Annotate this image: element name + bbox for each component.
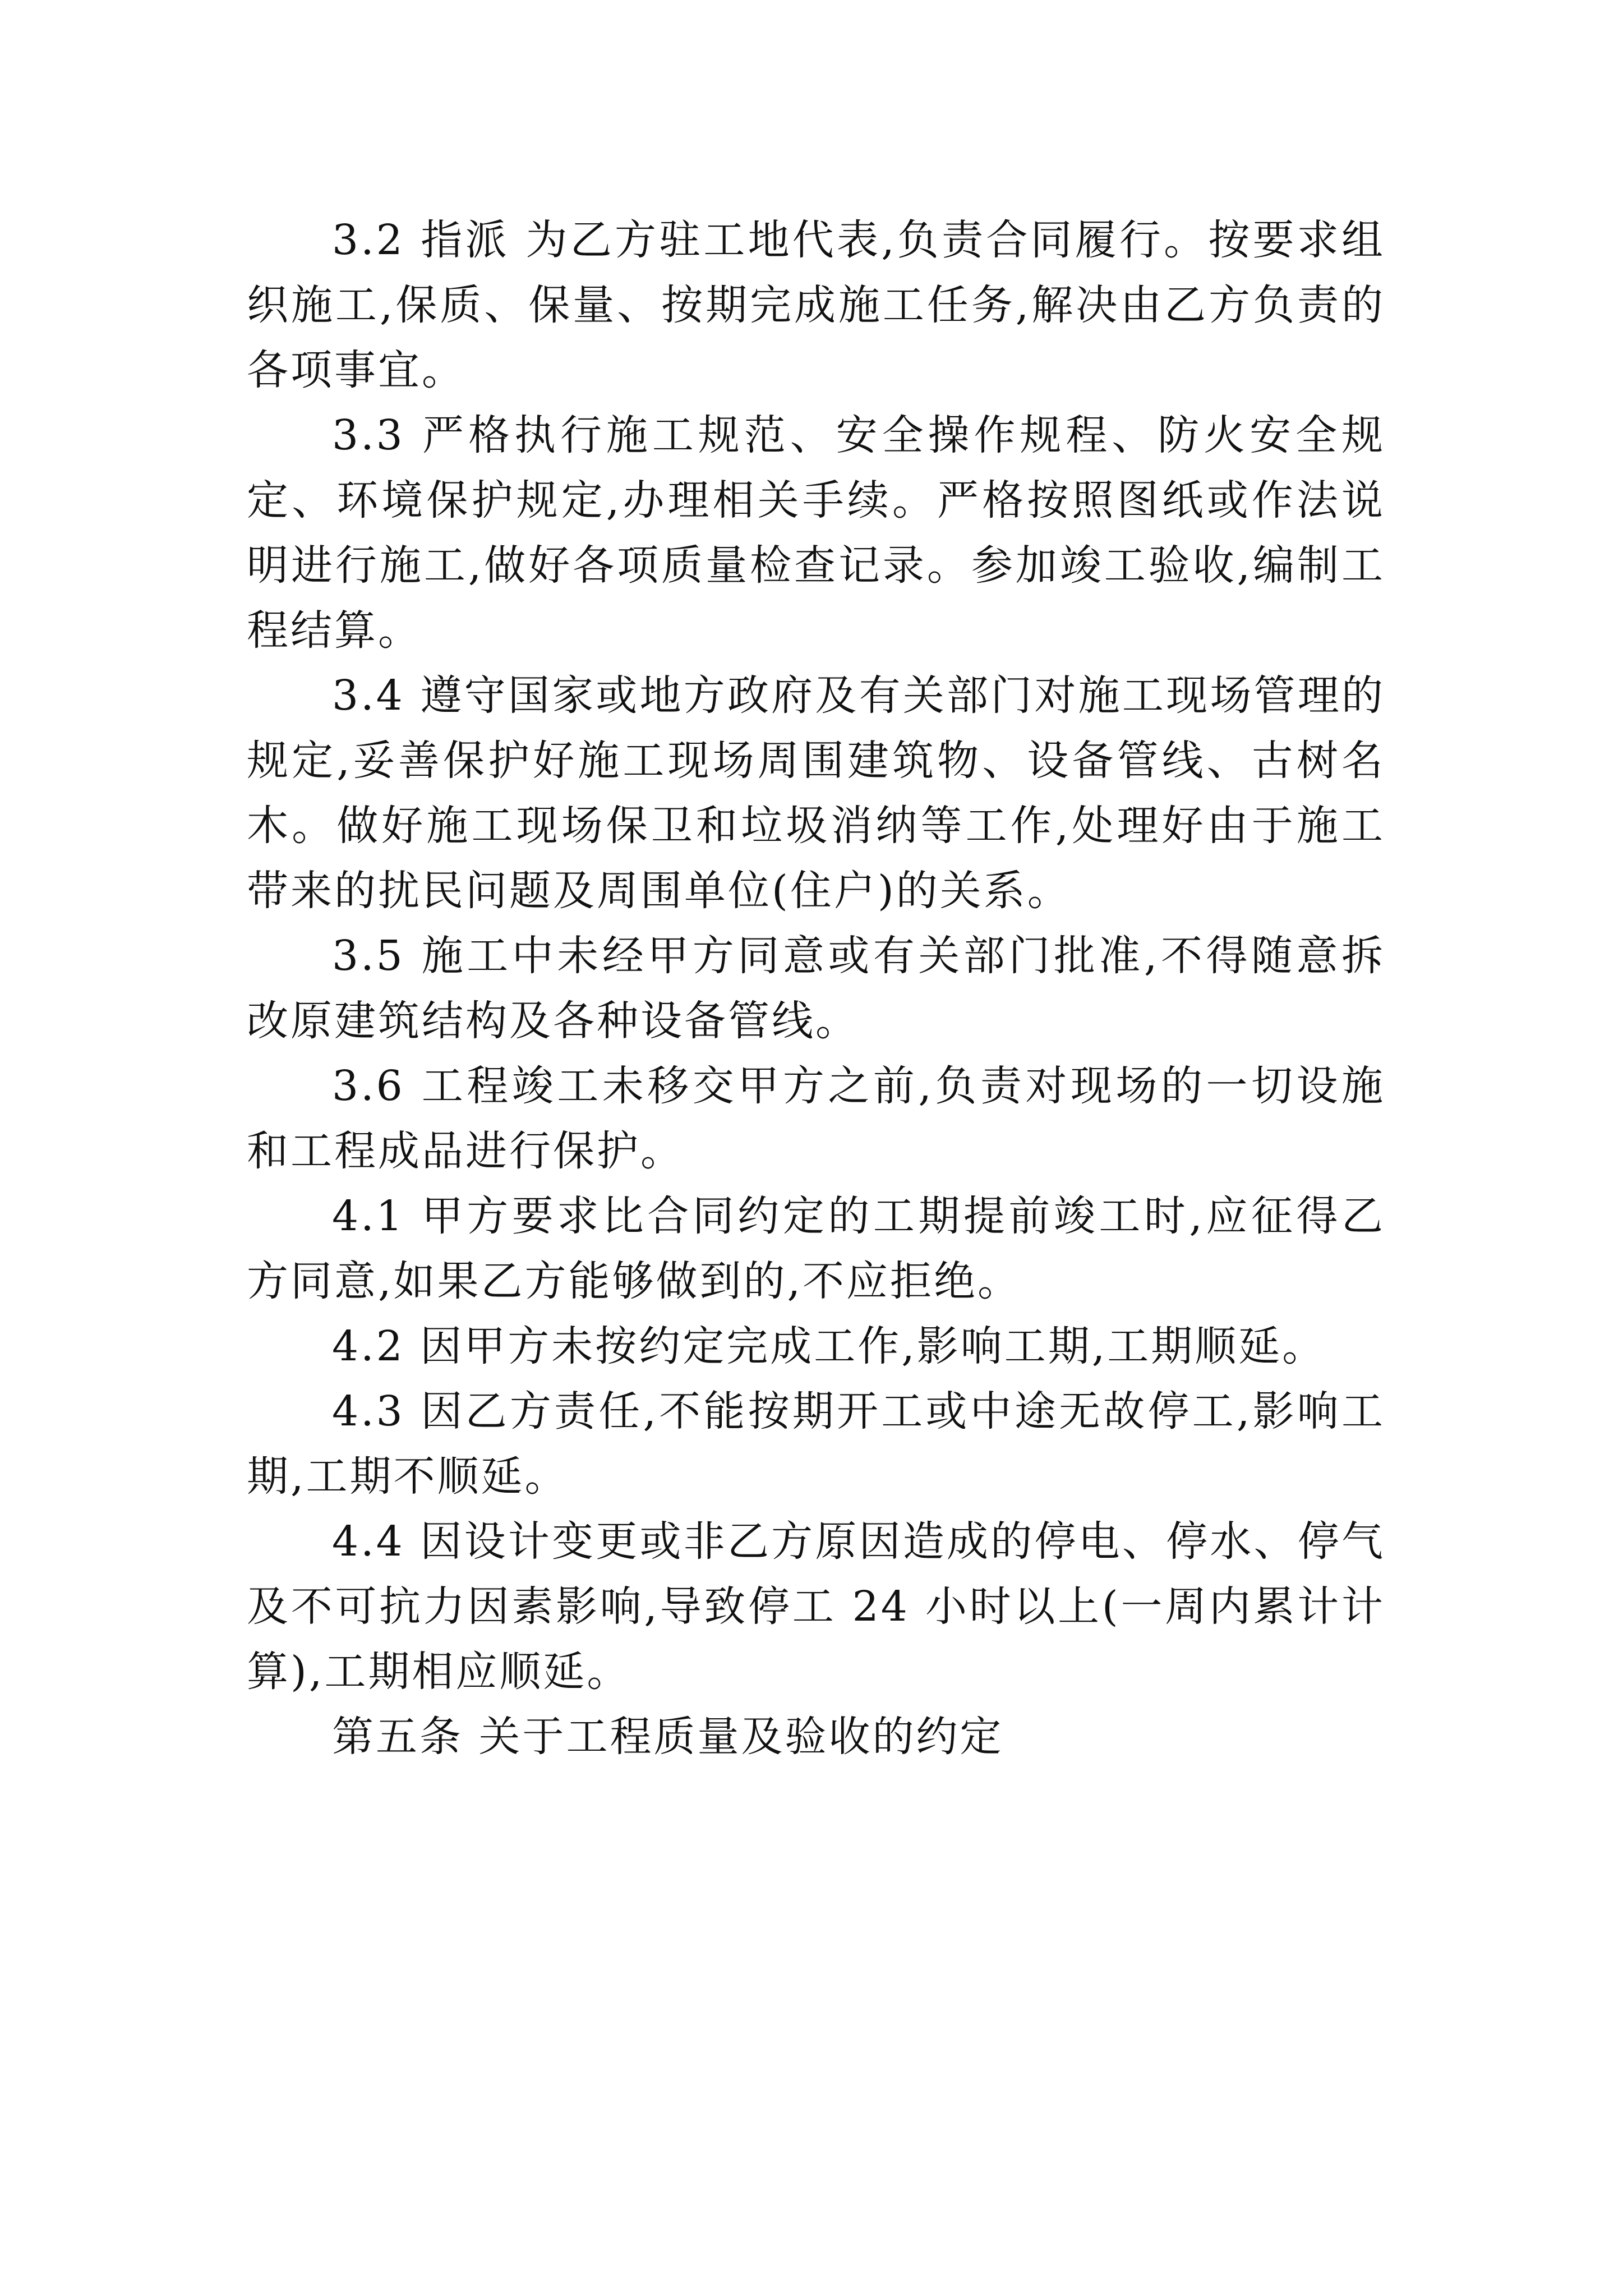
paragraph-4-3: 4.3 因乙方责任,不能按期开工或中途无故停工,影响工期,工期不顺延。 xyxy=(247,1387,1385,1501)
document-body xyxy=(247,208,1385,1769)
paragraph-4-2: 4.2 因甲方未按约定完成工作,影响工期,工期顺延。 xyxy=(332,1322,1326,1370)
paragraph-3-3: 3.3 严格执行施工规范、安全操作规程、防火安全规定、环境保护规定,办理相关手续。严格按照图纸或作法说明进行施工,做好各项质量检查记录。参加竣工验收,编制工程结算。 xyxy=(247,411,1385,655)
paragraph-3-6: 3.6 工程竣工未移交甲方之前,负责对现场的一切设施和工程成品进行保护。 xyxy=(247,1062,1385,1175)
paragraph-4-4: 4.4 因设计变更或非乙方原因造成的停电、停水、停气及不可抗力因素影响,导致停工 24 小时以上(一周内累计计算),工期相应顺延。 xyxy=(247,1517,1385,1696)
paragraph-4-1: 4.1 甲方要求比合同约定的工期提前竣工时,应征得乙方同意,如果乙方能够做到的,不应拒绝。 xyxy=(247,1192,1385,1305)
paragraph-3-4: 3.4 遵守国家或地方政府及有关部门对施工现场管理的规定,妥善保护好施工现场周围建筑物、设备管线、古树名木。做好施工现场保卫和垃圾消纳等工作,处理好由于施工带来的扰民问题及周围单位(住户)的关系。 xyxy=(247,671,1385,915)
paragraph-3-2: 3.2 指派 为乙方驻工地代表,负责合同履行。按要求组织施工,保质、保量、按期完成施工任务,解决由乙方负责的各项事宜。 xyxy=(247,216,1385,394)
paragraph-3-5: 3.5 施工中未经甲方同意或有关部门批准,不得随意拆改原建筑结构及各种设备管线。 xyxy=(247,932,1385,1045)
section-heading: 第五条 关于工程质量及验收的约定 xyxy=(332,1713,1004,1761)
